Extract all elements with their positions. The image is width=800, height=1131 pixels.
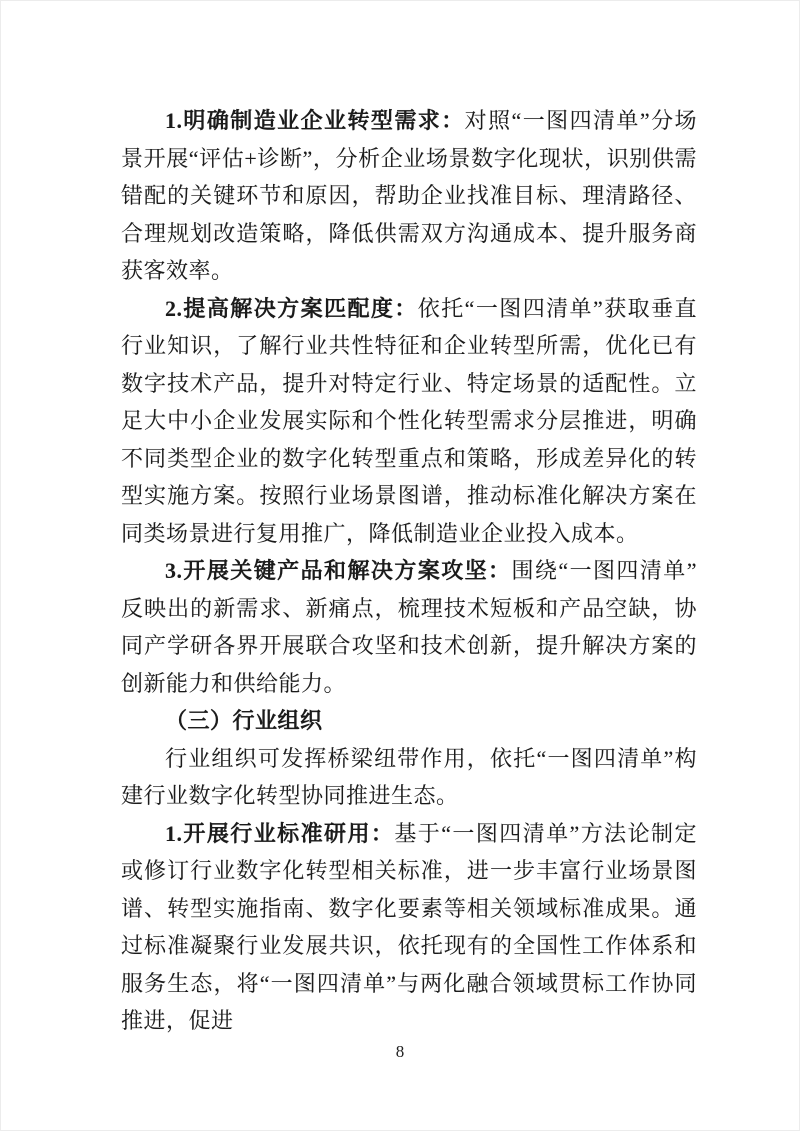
paragraph-text: 依托“一图四清单”获取垂直行业知识，了解行业共性特征和企业转型所需，优化已有数字技术产品，提升对特定行业、特定场景的适配性。立足大中小企业发展实际和个性化转型需求分层推进，明确不同类型企业的数字化转型重点和策略，形成差异化的转型实施方案。按照行业场景图谱，推动标准化解决方案在同类场景进行复用推广，降低制造业企业投入成本。 [121, 295, 697, 546]
paragraph-text: 围绕“一图四清单”反映出的新需求、新痛点，梳理技术短板和产品空缺，协同产学研各界开展联合攻坚和技术创新，提升解决方案的创新能力和供给能力。 [121, 558, 697, 696]
section-heading [121, 702, 697, 740]
document-body [121, 102, 697, 1040]
paragraph-lead: 1.开展行业标准研用： [165, 820, 395, 846]
paragraph-lead: 3.开展关键产品和解决方案攻坚： [165, 558, 512, 583]
page-number: 8 [395, 1042, 405, 1061]
paragraph [121, 815, 697, 1040]
paragraph [121, 740, 697, 815]
paragraph [121, 290, 697, 553]
paragraph [121, 552, 697, 702]
paragraph [121, 102, 697, 290]
paragraph-text: 基于“一图四清单”方法论制定或修订行业数字化转型相关标准，进一步丰富行业场景图谱、转型实施指南、数字化要素等相关领域标准成果。通过标准凝聚行业发展共识，依托现有的全国性工作体系和服务生态，将“一图四清单”与两化融合领域贯标工作协同推进，促进 [121, 820, 697, 1033]
paragraph-text: 行业组织可发挥桥梁纽带作用，依托“一图四清单”构建行业数字化转型协同推进生态。 [121, 745, 697, 808]
paragraph-lead: （三）行业组织 [165, 708, 323, 733]
paragraph-lead: 1.明确制造业企业转型需求： [165, 108, 465, 133]
paragraph-lead: 2.提高解决方案匹配度： [165, 295, 418, 321]
paragraph-text: 对照“一图四清单”分场景开展“评估+诊断”，分析企业场景数字化现状，识别供需错配的关键环节和原因，帮助企业找准目标、理清路径、合理规划改造策略，降低供需双方沟通成本、提升服务商获客效率。 [121, 108, 697, 283]
